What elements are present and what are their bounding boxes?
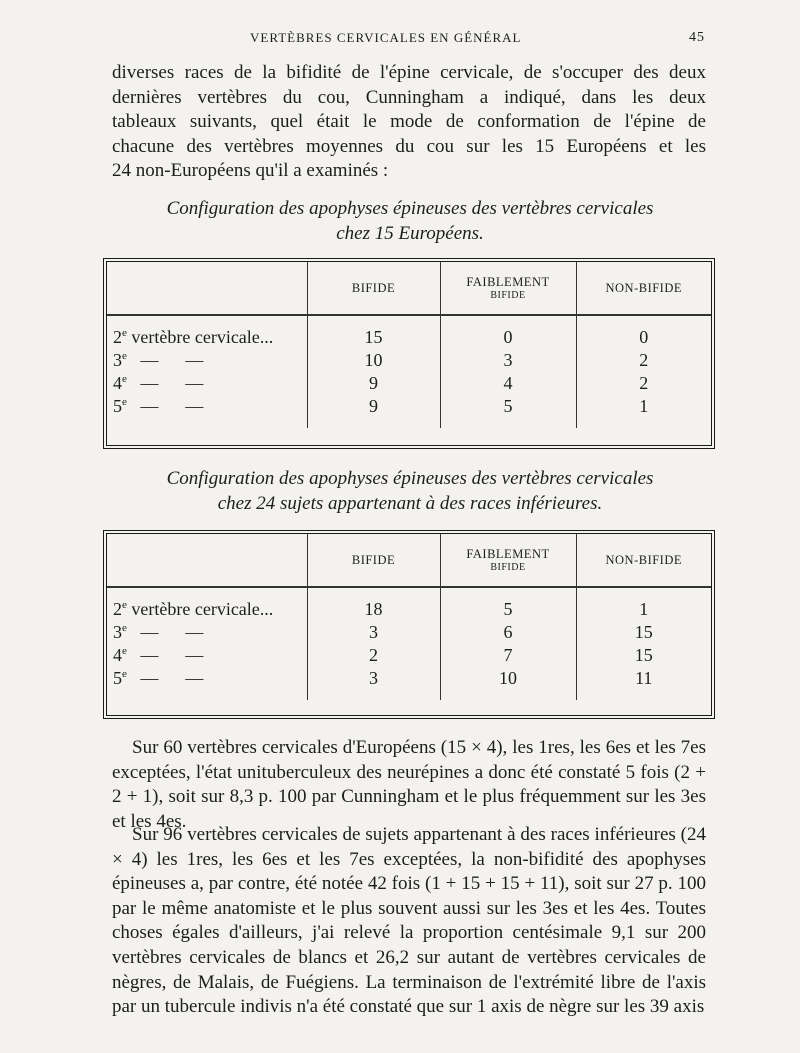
cell-bifide: 3 bbox=[307, 667, 440, 690]
header-empty bbox=[107, 534, 307, 587]
table-header-row bbox=[107, 534, 711, 587]
header-faiblement-main: FAIBLEMENT bbox=[466, 275, 550, 289]
cell-bifide: 10 bbox=[307, 349, 440, 372]
table2 bbox=[107, 534, 711, 700]
row-label: 5e — — bbox=[113, 668, 204, 688]
cell-faiblement: 3 bbox=[440, 349, 576, 372]
table-row bbox=[107, 326, 711, 349]
caption-line: Configuration des apophyses épineuses des vertèbres cervicales bbox=[166, 468, 654, 489]
cell-bifide: 9 bbox=[307, 395, 440, 418]
table-row bbox=[107, 349, 711, 372]
table2-frame bbox=[103, 530, 715, 719]
cell-bifide: 3 bbox=[307, 621, 440, 644]
row-label: 2e vertèbre cervicale... bbox=[113, 599, 274, 619]
cell-non-bifide: 15 bbox=[576, 621, 711, 644]
cell-faiblement: 10 bbox=[440, 667, 576, 690]
header-bifide: BIFIDE bbox=[307, 534, 440, 587]
paragraph-europeens: Sur 60 vertèbres cervicales d'Européens (15 × 4), les 1res, les 6es et les 7es exceptées, l'état unituberculeux des neurépines a donc été constaté 5 fois (2 + 2 + 1), soit sur 8,3 p. 100 par Cunningham et le plus fréquemment sur les 3es et les 4es. bbox=[112, 737, 706, 832]
cell-bifide: 9 bbox=[307, 372, 440, 395]
header-faiblement bbox=[440, 534, 576, 587]
table-row bbox=[107, 667, 711, 690]
header-faiblement-main: FAIBLEMENT bbox=[466, 547, 550, 561]
header-faiblement bbox=[440, 262, 576, 315]
cell-faiblement: 7 bbox=[440, 644, 576, 667]
table-row bbox=[107, 621, 711, 644]
cell-non-bifide: 11 bbox=[576, 667, 711, 690]
caption-line: chez 24 sujets appartenant à des races inférieures. bbox=[217, 492, 603, 514]
table-row bbox=[107, 372, 711, 395]
cell-non-bifide: 0 bbox=[576, 326, 711, 349]
table-row bbox=[107, 644, 711, 667]
table-row bbox=[107, 395, 711, 418]
cell-non-bifide: 15 bbox=[576, 644, 711, 667]
header-empty bbox=[107, 262, 307, 315]
cell-non-bifide: 2 bbox=[576, 349, 711, 372]
page-number: 45 bbox=[689, 30, 705, 45]
cell-faiblement: 5 bbox=[440, 598, 576, 621]
text-line: chacune des vertèbres moyennes du cou sur les 15 Européens et les bbox=[112, 135, 706, 157]
header-bifide: BIFIDE bbox=[307, 262, 440, 315]
cell-bifide: 18 bbox=[307, 598, 440, 621]
table-row bbox=[107, 598, 711, 621]
cell-bifide: 2 bbox=[307, 644, 440, 667]
row-label: 4e — — bbox=[113, 645, 204, 665]
cell-non-bifide: 1 bbox=[576, 598, 711, 621]
cell-faiblement: 5 bbox=[440, 395, 576, 418]
row-label: 4e — — bbox=[113, 373, 204, 393]
cell-non-bifide: 2 bbox=[576, 372, 711, 395]
cell-non-bifide: 1 bbox=[576, 395, 711, 418]
caption-line: Configuration des apophyses épineuses des vertèbres cervicales bbox=[166, 198, 654, 219]
header-non-bifide: NON-BIFIDE bbox=[576, 262, 711, 315]
paragraph-races-inferieures: Sur 96 vertèbres cervicales de sujets appartenant à des races inférieures (24 × 4) les 1res, les 6es et les 7es exceptées, la non-bifidité des apophyses épineuses a, par contre, été notée 42 fois (1 + 15 + 15 + 11), soit sur 27 p. 100 par le même anatomiste et le plus souvent aussi sur les 3es et les 4es. Toutes choses égales d'ailleurs, j'ai relevé la proportion centésimale 9,1 sur 200 vertèbres cervicales de blancs et 26,2 sur autant de vertèbres cervicales de nègres, de Malais, de Fuégiens. La terminaison de l'extrémité libre de l'axis par un tubercule indivis n'a été constaté que sur 1 axis de nègre sur les 39 axis bbox=[112, 824, 706, 1018]
text-line: dernières vertèbres du cou, Cunningham a indiqué, dans les deux bbox=[112, 86, 706, 108]
text-line: diverses races de la bifidité de l'épine cervicale, de s'occuper des deux bbox=[112, 62, 706, 83]
running-head bbox=[0, 30, 800, 50]
row-label: 5e — — bbox=[113, 396, 204, 416]
cell-faiblement: 6 bbox=[440, 621, 576, 644]
cell-bifide: 15 bbox=[307, 326, 440, 349]
table-header-row bbox=[107, 262, 711, 315]
text-line: 24 non-Européens qu'il a examinés : bbox=[112, 160, 389, 182]
table1 bbox=[107, 262, 711, 428]
row-label: 2e vertèbre cervicale... bbox=[113, 327, 274, 347]
running-head-title: VERTÈBRES CERVICALES EN GÉNÉRAL bbox=[250, 30, 522, 45]
row-label: 3e — — bbox=[113, 350, 204, 370]
header-faiblement-sub: BIFIDE bbox=[490, 562, 526, 573]
table1-frame bbox=[103, 258, 715, 449]
intro-paragraph bbox=[112, 61, 706, 184]
text-line: tableaux suivants, quel était le mode de conformation de l'épine de bbox=[112, 111, 706, 133]
table2-caption bbox=[100, 467, 720, 516]
header-faiblement-sub: BIFIDE bbox=[490, 290, 526, 301]
caption-line: chez 15 Européens. bbox=[336, 222, 484, 244]
table1-caption bbox=[100, 197, 720, 246]
cell-faiblement: 4 bbox=[440, 372, 576, 395]
header-non-bifide: NON-BIFIDE bbox=[576, 534, 711, 587]
row-label: 3e — — bbox=[113, 622, 204, 642]
cell-faiblement: 0 bbox=[440, 326, 576, 349]
